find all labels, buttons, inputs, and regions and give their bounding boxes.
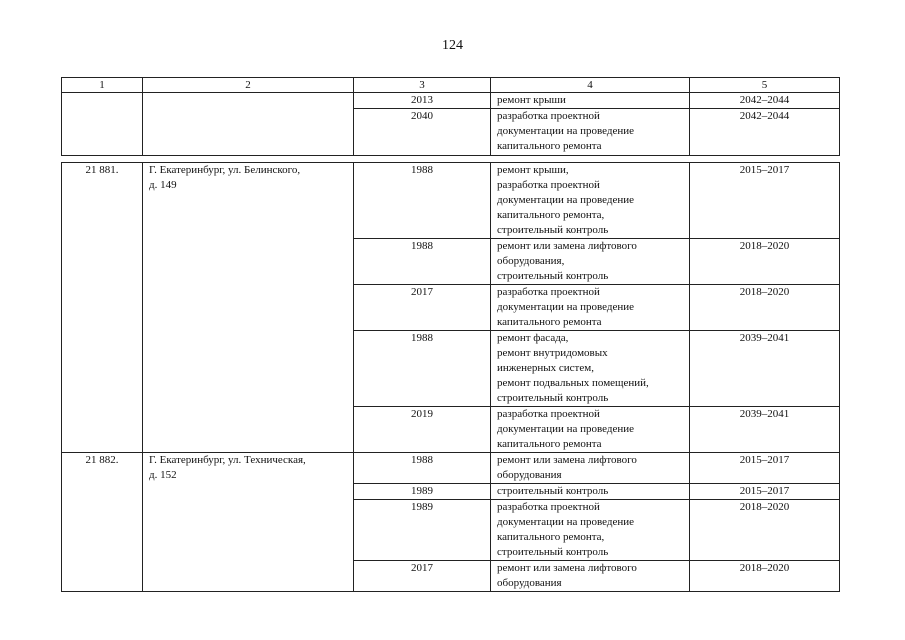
col-header-4: 4 xyxy=(491,78,690,93)
cell-year: 1988 xyxy=(354,239,491,285)
cell-period: 2042–2044 xyxy=(690,109,840,156)
cell-work: ремонт или замена лифтового оборудования xyxy=(491,561,690,592)
col-header-2: 2 xyxy=(143,78,354,93)
cell-period: 2018–2020 xyxy=(690,561,840,592)
repair-table-main xyxy=(61,162,840,592)
cell-period: 2018–2020 xyxy=(690,500,840,561)
cell-year: 2013 xyxy=(354,93,491,109)
cell-work: разработка проектной документации на проведение капитального ремонта xyxy=(491,285,690,331)
cell-work: ремонт крыши, разработка проектной документации на проведение капитального ремонта, строительный контроль xyxy=(491,163,690,239)
cell-work: разработка проектной документации на проведение капитального ремонта xyxy=(491,109,690,156)
cell-period: 2015–2017 xyxy=(690,163,840,239)
cell-number-empty xyxy=(62,93,143,156)
cell-period: 2018–2020 xyxy=(690,239,840,285)
table-header-row xyxy=(62,78,840,93)
page-number: 124 xyxy=(442,38,463,53)
cell-period: 2042–2044 xyxy=(690,93,840,109)
cell-work: ремонт крыши xyxy=(491,93,690,109)
cell-work: ремонт или замена лифтового оборудования, строительный контроль xyxy=(491,239,690,285)
cell-address: Г. Екатеринбург, ул. Техническая, д. 152 xyxy=(143,453,354,592)
cell-work: ремонт фасада, ремонт внутридомовых инженерных систем, ремонт подвальных помещений, строительный контроль xyxy=(491,331,690,407)
col-header-1: 1 xyxy=(62,78,143,93)
cell-year: 2040 xyxy=(354,109,491,156)
table-row xyxy=(62,93,840,109)
cell-year: 1989 xyxy=(354,500,491,561)
cell-year: 2019 xyxy=(354,407,491,453)
cell-year: 1988 xyxy=(354,453,491,484)
cell-period: 2018–2020 xyxy=(690,285,840,331)
cell-number: 21 881. xyxy=(62,163,143,453)
cell-period: 2015–2017 xyxy=(690,484,840,500)
cell-year: 1988 xyxy=(354,163,491,239)
cell-address: Г. Екатеринбург, ул. Белинского, д. 149 xyxy=(143,163,354,453)
cell-work: разработка проектной документации на проведение капитального ремонта, строительный контроль xyxy=(491,500,690,561)
cell-year: 1988 xyxy=(354,331,491,407)
col-header-3: 3 xyxy=(354,78,491,93)
cell-year: 2017 xyxy=(354,285,491,331)
cell-work: ремонт или замена лифтового оборудования xyxy=(491,453,690,484)
cell-period: 2039–2041 xyxy=(690,331,840,407)
cell-period: 2039–2041 xyxy=(690,407,840,453)
cell-number: 21 882. xyxy=(62,453,143,592)
cell-address-empty xyxy=(143,93,354,156)
repair-table-top xyxy=(61,77,840,156)
table-row xyxy=(62,453,840,484)
col-header-5: 5 xyxy=(690,78,840,93)
cell-year: 1989 xyxy=(354,484,491,500)
cell-year: 2017 xyxy=(354,561,491,592)
table-row xyxy=(62,163,840,239)
cell-period: 2015–2017 xyxy=(690,453,840,484)
cell-work: строительный контроль xyxy=(491,484,690,500)
cell-work: разработка проектной документации на проведение капитального ремонта xyxy=(491,407,690,453)
